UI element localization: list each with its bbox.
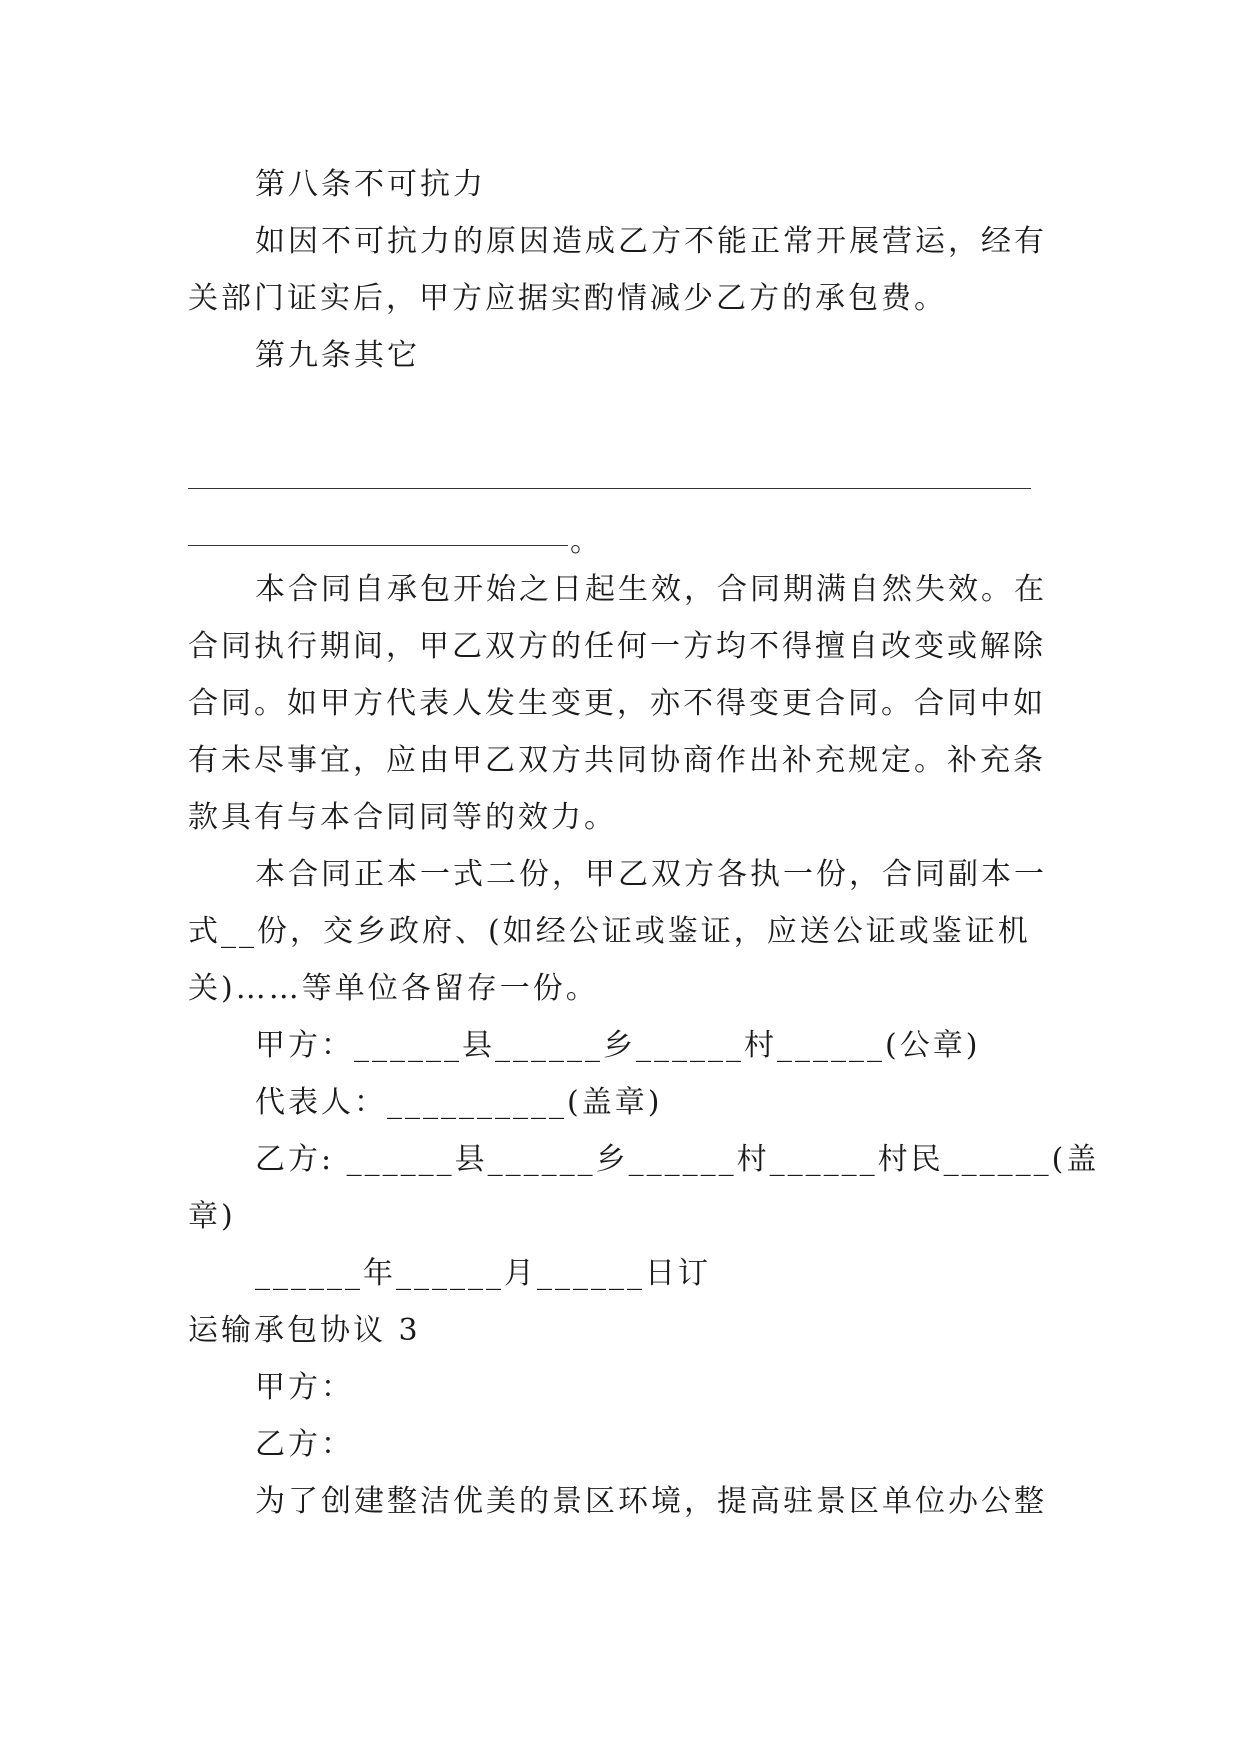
article-8-text-line: 如因不可抗力的原因造成乙方不能正常开展营运，经有 bbox=[255, 224, 1047, 259]
signing-date-line: ______年______月______日订 bbox=[255, 1256, 711, 1291]
effect-clause-line: 合同执行期间，甲乙双方的任何一方均不得擅自改变或解除 bbox=[188, 629, 1046, 664]
agreement-3-text-line: 为了创建整洁优美的景区环境，提高驻景区单位办公整 bbox=[255, 1484, 1047, 1519]
article-9-heading: 第九条其它 bbox=[255, 338, 420, 373]
agreement-3-party-b: 乙方： bbox=[255, 1427, 354, 1462]
effect-clause-line: 款具有与本合同同等的效力。 bbox=[188, 800, 617, 835]
blank-fill-line bbox=[188, 488, 1031, 489]
effect-clause-line: 合同。如甲方代表人发生变更，亦不得变更合同。合同中如 bbox=[188, 686, 1046, 721]
agreement-3-party-a: 甲方： bbox=[255, 1370, 354, 1405]
effect-clause-line: 本合同自承包开始之日起生效，合同期满自然失效。在 bbox=[255, 572, 1047, 607]
blank-fill-line bbox=[188, 545, 568, 546]
party-b-signature-line: 乙方: ______县______乡______村______村民______(盖 bbox=[255, 1142, 1100, 1177]
article-8-heading: 第八条不可抗力 bbox=[255, 167, 486, 202]
party-a-signature-line: 甲方：______县______乡______村______(公章) bbox=[255, 1028, 981, 1063]
party-b-signature-line: 章) bbox=[188, 1199, 236, 1234]
copies-clause-line: 关)……等单位各留存一份。 bbox=[188, 971, 599, 1006]
representative-signature-line: 代表人：__________(盖章) bbox=[255, 1085, 663, 1120]
copies-clause-line: 式__份，交乡政府、(如经公证或鉴证，应送公证或鉴证机 bbox=[188, 914, 1031, 949]
article-9-end-period: 。 bbox=[570, 524, 600, 559]
effect-clause-line: 有未尽事宜，应由甲乙双方共同协商作出补充规定。补充条 bbox=[188, 743, 1046, 778]
copies-clause-line: 本合同正本一式二份，甲乙双方各执一份，合同副本一 bbox=[255, 857, 1047, 892]
article-8-text-line: 关部门证实后，甲方应据实酌情减少乙方的承包费。 bbox=[188, 281, 947, 316]
agreement-3-title: 运输承包协议 3 bbox=[188, 1313, 421, 1348]
